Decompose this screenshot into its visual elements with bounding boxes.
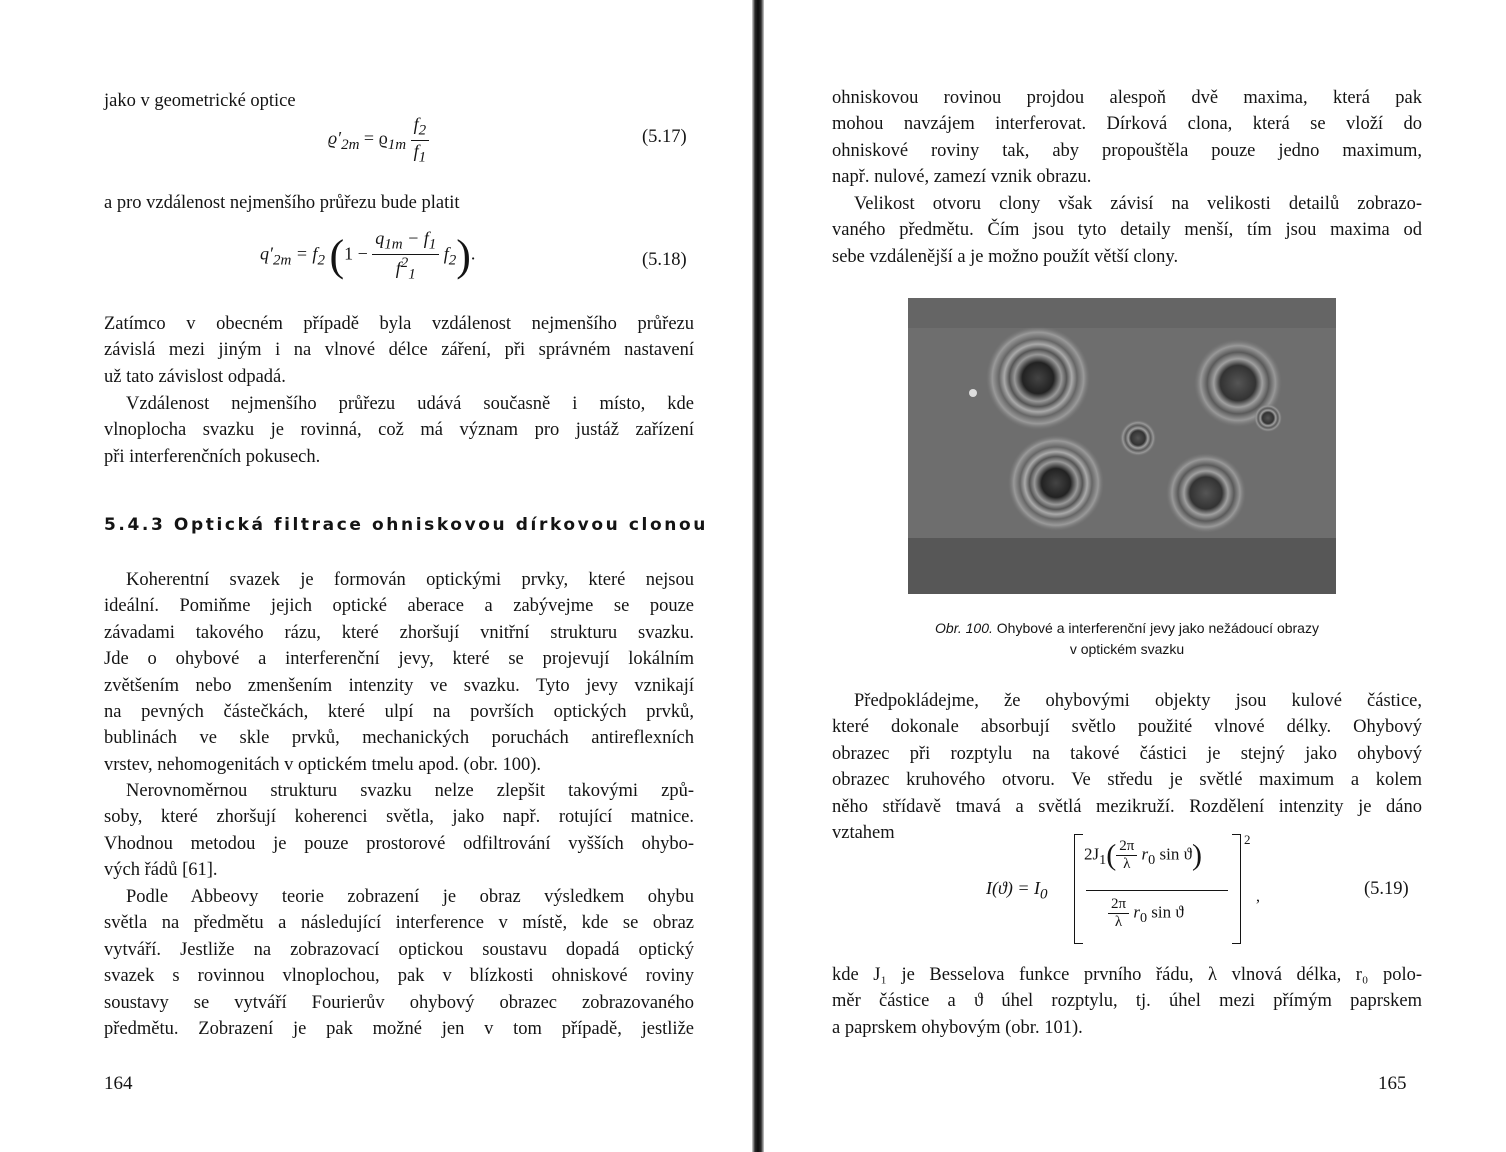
paragraph: ohniskovou rovinou projdou alespoň dvě maxima, která pak mohou navzájem interferovat. Dírková clona, která se vloží do ohniskové roviny tak, aby propouštěla pouze jedno maximum, např. nulové, zamezí vznik obrazu. bbox=[832, 88, 1422, 188]
paragraph: Podle Abbeovy teorie zobrazení je obraz výsledkem ohybu světla na předmětu a následující interference v místě, kde se obraz vytváří. Jestliže na zobrazovací optickou soustavu dopadá optický svazek s rovinnou vlnoplochou, pak v blízkosti ohniskové roviny soustavy se vytváří Fourierův ohybový obrazec zobrazovaného předmětu. Zobrazení je pak možné jen v tom případě, jestliže bbox=[104, 887, 694, 1040]
interference-rings-image bbox=[908, 298, 1336, 594]
equation-number: (5.18) bbox=[642, 250, 687, 270]
denominator: $\frac{2\pi}{\lambda}$ $r_0$ sin ϑ bbox=[1108, 896, 1184, 931]
intro-line: jako v geometrické optice bbox=[104, 91, 296, 111]
equation-5-19: $I(ϑ) = I_0$ 2 , $2J_1$( $\frac{2\pi}{\lambda}$ $r_0$ sin ϑ) $\frac{2\pi}{\lambda}$ $r_0$ sin ϑ bbox=[986, 832, 1276, 946]
paragraph: Předpokládejme, že ohybovými objekty jsou kulové částice, které dokonale absorbují světlo použité vlnové délky. Ohybový obrazec při rozptylu na takové částici je stejný jako ohybový obrazec kruhového otvoru. Ve středu je světlé maximum a kolem něho střídavě tmavá a světlá mezikruží. Rozdělení intenzity je dáno bbox=[832, 691, 1422, 817]
ring-pattern bbox=[1120, 420, 1156, 456]
equation-5-18: $q'_{2m} = f_2$ (1 − $\frac{q_{1m} - f_1}{f^2_1}$ $f_2$). bbox=[260, 228, 476, 283]
equation-number: (5.17) bbox=[642, 127, 687, 147]
speck bbox=[969, 389, 977, 397]
paragraph: Vzdálenost nejmenšího průřezu udává současně i místo, kde vlnoplocha svazku je rovinná, což má význam pro justáž zařízení při interferenčních pokusech. bbox=[104, 394, 694, 467]
paragraph: Koherentní svazek je formován optickými prvky, které nejsou ideální. Pomiňme jejich optické aberace a zabývejme se pouze závadami takového rázu, které zhoršují vnitřní strukturu svazku. Jde o ohybové a interferenční jevy, které se projevují lokálním zvětšením nebo zmenšením intenzity ve svazku. Tyto jevy vznikají na pevných částečkách, které ulpí na površích optických prvků, bublinách ve skle prvků, mechanických poruchách antireflexních vrstev, nehomogenitách v optickém tmelu apod. (obr. 100). bbox=[104, 570, 694, 775]
left-bracket bbox=[1074, 834, 1083, 944]
text-line: vztahem bbox=[832, 823, 895, 843]
ring-pattern bbox=[1254, 404, 1282, 432]
diffraction-photo bbox=[908, 298, 1336, 594]
right-bracket bbox=[1232, 834, 1241, 944]
fraction-line bbox=[1086, 890, 1228, 891]
book-spine bbox=[752, 0, 764, 1152]
page-number: 164 bbox=[104, 1073, 133, 1094]
paragraph: Zatímco v obecném případě byla vzdálenost nejmenšího průřezu závislá mezi jiným i na vlnové délce záření, při správném nastavení už tato závislost odpadá. bbox=[104, 314, 694, 387]
text-line: a pro vzdálenost nejmenšího průřezu bude platit bbox=[104, 193, 460, 213]
figure-caption: Obr. 100. Ohybové a interferenční jevy jako nežádoucí obrazy v optickém svazku bbox=[935, 620, 1319, 657]
paragraph: Velikost otvoru clony však závisí na velikosti detailů zobrazo- vaného předmětu. Čím jsou tyto detaily menší, tím jsou maxima od sebe vzdálenější a je možno použít větší clony. bbox=[832, 194, 1422, 267]
left-page bbox=[104, 0, 708, 1152]
fraction: $\frac{f_2}{f_1}$ bbox=[411, 114, 430, 166]
figure-label: Obr. 100. bbox=[935, 620, 993, 636]
equation-5-17: $ϱ'_{2m} = ϱ_{1m}$ $\frac{f_2}{f_1}$ bbox=[328, 114, 429, 166]
paragraph: kde J₁ je Besselova funkce prvního řádu, λ vlnová délka, r₀ polo- měr částice a ϑ úhel rozptylu, tj. úhel mezi přímým paprskem a paprskem ohybovým (obr. 101). bbox=[832, 965, 1422, 1038]
ring-pattern bbox=[1008, 435, 1104, 531]
fraction: $\frac{q_{1m} - f_1}{f^2_1}$ bbox=[372, 228, 439, 283]
section-heading: 5.4.3 Optická filtrace ohniskovou dírkovou clonou bbox=[104, 515, 708, 535]
equation-number: (5.19) bbox=[1364, 879, 1409, 899]
page-number: 165 bbox=[1378, 1073, 1407, 1094]
paragraph: Nerovnoměrnou strukturu svazku nelze zlepšit takovými způ- soby, které zhoršují koherenci světla, jako např. rotující matnice. Vhodnou metodou je pouze prostorové odfiltrování vyšších ohybo- vých řádů [61]. bbox=[104, 781, 694, 881]
ring-pattern bbox=[986, 326, 1090, 430]
ring-pattern bbox=[1166, 453, 1246, 533]
numerator: $2J_1$( $\frac{2\pi}{\lambda}$ $r_0$ sin ϑ) bbox=[1084, 838, 1202, 872]
